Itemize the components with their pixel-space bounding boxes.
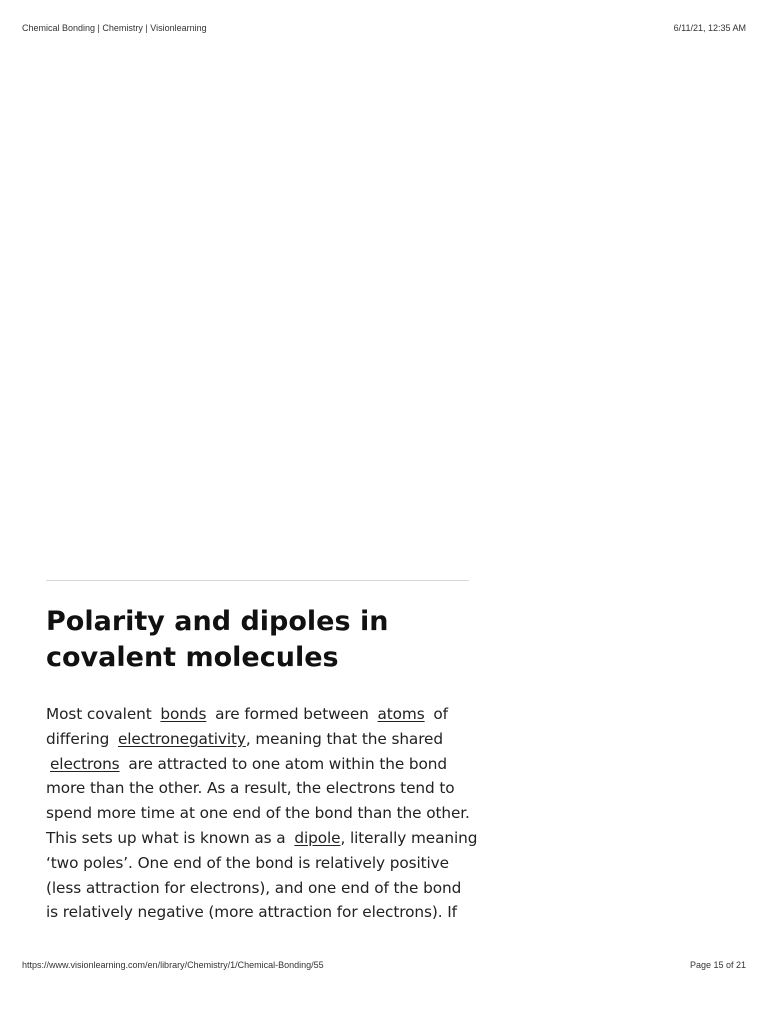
text-run: are attracted to one atom within the bond	[128, 754, 447, 773]
heading-line-2: covalent molecules	[46, 642, 339, 673]
paragraph-line: is relatively negative (more attraction for electrons). If	[46, 903, 457, 922]
paragraph-line	[46, 752, 470, 777]
heading-line-1: Polarity and dipoles in	[46, 606, 389, 637]
text-run: This sets up what is known as a	[46, 828, 286, 847]
text-run: are formed between	[215, 705, 369, 723]
text-run: of	[433, 705, 448, 723]
document-title: Chemical Bonding | Chemistry | Visionlearning	[22, 23, 207, 33]
link-electronegativity[interactable]: electronegativity	[117, 729, 246, 748]
section-divider	[46, 580, 469, 581]
paragraph-line: ‘two poles’. One end of the bond is relatively positive	[46, 853, 449, 872]
page-number: Page 15 of 21	[689, 960, 746, 970]
paragraph-line: (less attraction for electrons), and one end of the bond	[46, 878, 462, 897]
link-dipole[interactable]: dipole	[294, 828, 341, 847]
text-run: , literally meaning	[340, 828, 478, 847]
paragraph-line: more than the other. As a result, the electrons tend to	[46, 779, 455, 798]
paragraph-line	[46, 702, 470, 727]
paragraph-line: spend more time at one end of the bond than the other.	[46, 804, 470, 823]
print-footer	[22, 960, 746, 970]
print-datetime: 6/11/21, 12:35 AM	[673, 23, 746, 33]
paragraph-line	[46, 826, 478, 851]
paragraph-line	[46, 727, 470, 752]
page-url: https://www.visionlearning.com/en/library/Chemistry/1/Chemical-Bonding/55	[22, 960, 324, 970]
section-heading	[46, 604, 486, 676]
link-electrons[interactable]: electrons	[50, 754, 120, 773]
link-atoms[interactable]: atoms	[377, 705, 425, 723]
text-run: , meaning that the shared	[245, 729, 443, 748]
text-run: differing	[46, 729, 110, 748]
link-bonds[interactable]: bonds	[160, 705, 207, 723]
print-header	[22, 23, 746, 33]
text-run: Most covalent	[46, 705, 152, 723]
body-paragraph	[46, 702, 478, 925]
